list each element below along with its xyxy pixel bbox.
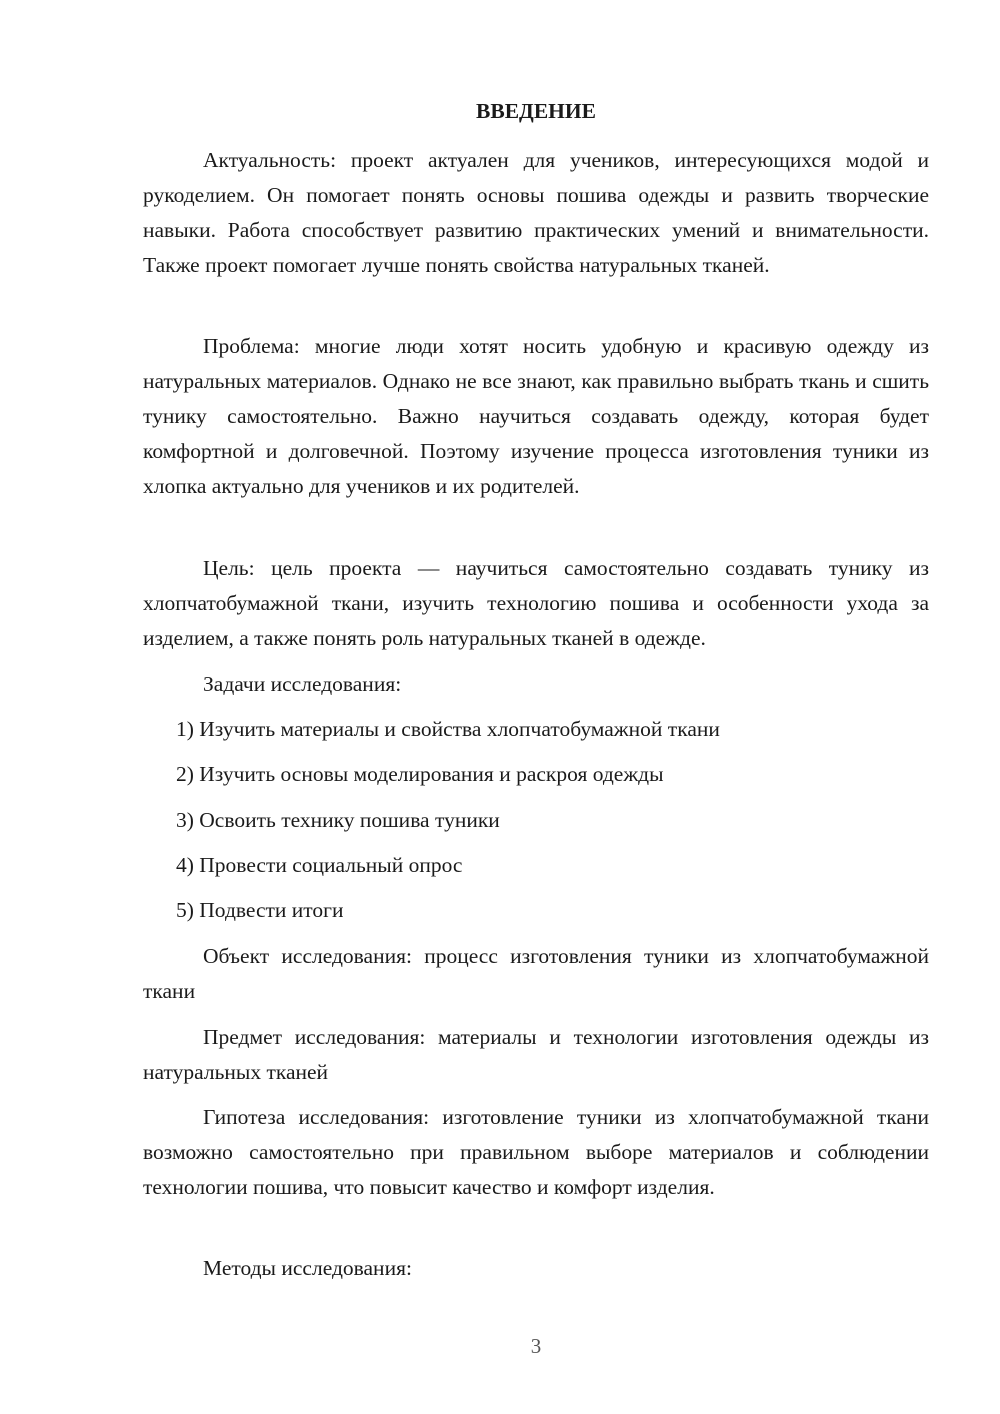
paragraph-subject: Предмет исследования: материалы и технологии изготовления одежды из натуральных тканей xyxy=(143,1025,929,1084)
document-page xyxy=(143,0,929,1414)
task-item-1: 1) Изучить материалы и свойства хлопчатобумажной ткани xyxy=(176,717,720,741)
task-item-4: 4) Провести социальный опрос xyxy=(176,853,463,877)
paragraph-relevance: Актуальность: проект актуален для учеников, интересующихся модой и рукоделием. Он помогает понять основы пошива одежды и развить творческие навыки. Работа способствует развитию практических умений и внимательности. Также проект помогает лучше понять свойства натуральных тканей. xyxy=(143,148,929,277)
tasks-heading: Задачи исследования: xyxy=(203,672,402,696)
task-item-3: 3) Освоить технику пошива туники xyxy=(176,808,500,832)
methods-heading: Методы исследования: xyxy=(203,1256,412,1280)
page-number: 3 xyxy=(530,1334,542,1358)
paragraph-hypothesis: Гипотеза исследования: изготовление туники из хлопчатобумажной ткани возможно самостоятельно при правильном выборе материалов и соблюдении технологии пошива, что повысит качество и комфорт изделия. xyxy=(143,1105,929,1199)
page-title: ВВЕДЕНИЕ xyxy=(476,99,596,123)
paragraph-problem: Проблема: многие люди хотят носить удобную и красивую одежду из натуральных материалов. Однако не все знают, как правильно выбрать ткань и сшить тунику самостоятельно. Важно научиться создавать одежду, которая будет комфортной и долговечной. Поэтому изучение процесса изготовления туники из хлопка актуально для учеников и их родителей. xyxy=(143,334,929,498)
task-item-5: 5) Подвести итоги xyxy=(176,898,344,922)
task-item-2: 2) Изучить основы моделирования и раскроя одежды xyxy=(176,762,664,786)
paragraph-object: Объект исследования: процесс изготовления туники из хлопчатобумажной ткани xyxy=(143,944,929,1003)
paragraph-goal: Цель: цель проекта — научиться самостоятельно создавать тунику из хлопчатобумажной ткани, изучить технологию пошива и особенности ухода за изделием, а также понять роль натуральных тканей в одежде. xyxy=(143,556,929,650)
